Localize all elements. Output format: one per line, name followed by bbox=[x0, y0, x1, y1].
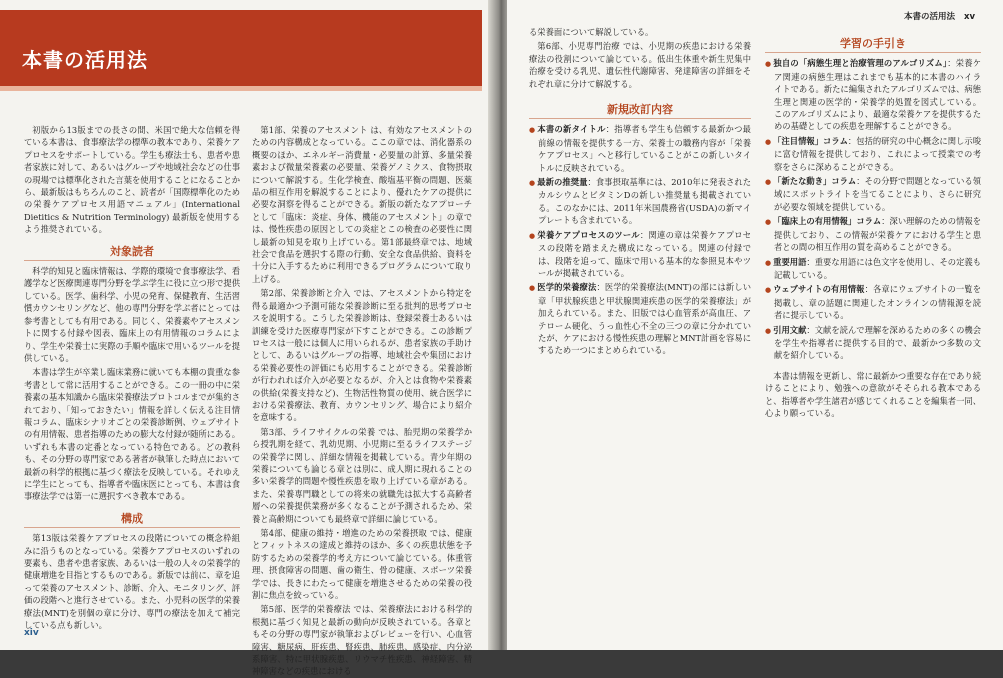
part2-paragraph: 第2部、栄養診断と介入 では、アセスメントから特定を得る最適かつ予測可能な栄養診断に至る批判的思考プロセスを説明する。こうした栄養診断は、登録栄養士あるいは訓練を受けた医療専門家が下すことができる。この診断プロセスは一般には個人に用いられるが、患者家族の手助けとして、あるいはグループの指導、地域社会や集団における栄養必要性の評価にも応用することができる。栄養診断が行われれば介入が必要となるが、介入とは食物や栄養素の供給(栄養支持など)、生物活性物質の使用、統合医学における栄養療法、教育、カウンセリング、場合により紹介を意味する。 bbox=[252, 288, 472, 423]
guide-item: ● 「臨床上の有用情報」コラム：深い理解のための情報を提供しており、この情報が栄養ケアにおける学生と患者との間の相互作用の質を高めることができる。 bbox=[765, 215, 981, 253]
running-title: 本書の活用法 bbox=[903, 12, 955, 22]
new-item: ● 本書の新タイトル：指導者も学生も信頼する最新かつ最前線の情報を提供する一方、栄養士の職務内容が「栄養ケアプロセス」へと移行していることがこの新しいタイトルに反映されている。 bbox=[529, 123, 751, 174]
study-guide-heading: 学習の手引き bbox=[765, 38, 981, 53]
right-column-2 bbox=[765, 26, 981, 626]
left-column-2 bbox=[252, 124, 472, 677]
right-page bbox=[507, 0, 1003, 650]
part3-paragraph: 第3部、ライフサイクルの栄養 では、胎児期の栄養学から授乳期を経て、乳幼児期、小児期に至るライフステージの栄養学に関し、詳細な情報を掲載している。青少年期の栄養についても論じる章とは別に、成人期に現れることの多い栄養学的問題や慢性疾患を取り上げている章がある。また、栄養専門職としての将来の就職先は拡大する高齢者層への栄養提供業務が多くなることが予測されるため、栄養と高齢期についても最終章で詳細に論じている。 bbox=[252, 426, 472, 524]
guide-item: ● 引用文献：文献を読んで理解を深めるための多くの機会を学生や指導者に提供する目的で、最新かつ多数の文献を紹介している。 bbox=[765, 324, 981, 362]
guide-item: ● 重要用語：重要な用語には色文字を使用し、その定義も記載している。 bbox=[765, 256, 981, 282]
part5-paragraph: 第5部、医学的栄養療法 では、栄養療法における科学的根拠に基づく知見と最新の動向が反映されている。各章ともその分野の専門家が執筆およびレビューを行い、心血管障害、糖尿病、肝疾患、腎疾患、肺疾患、感染症、内分泌系障害、特に甲状腺疾患、リウマチ性疾患、神経障害、精神障害などの疾患における bbox=[252, 604, 472, 677]
part6-paragraph: 第6部、小児専門治療 では、小児期の疾患における栄養療法の役割について論じている。低出生体重や新生児集中治療を受ける乳児、遺伝性代謝障害、発達障害の詳細をそれぞれ章に分けて解説する。 bbox=[529, 41, 751, 89]
readers-heading: 対象読者 bbox=[24, 246, 240, 261]
guide-item: ● 「注目情報」コラム：包括的研究の中心概念に関し示唆に富む情報を提供しており、これによって授業での考察をさらに深めることができる。 bbox=[765, 135, 981, 173]
guide-item: ● ウェブサイトの有用情報：各章にウェブサイトの一覧を掲載し、章の話題に関連したオンラインの情報源を読者に提示している。 bbox=[765, 283, 981, 321]
intro-paragraph: 初版から13版までの長さの間、米国で絶大な信頼を得ている本書は、食事療法学の標準の教本であり、栄養ケアプロセスをサポートしている。学生も療法士も、患者や患者家族に対して、あるいはグループや地域社会などの仕事の現場では標準化された言葉を使用することになることから、最新版はもちろんのこと、読者が「国際標準化のための栄養ケアプロセス用語マニュアル」(International Dietitics & Nutrition Terminology) 最新版を使用するよう推奨されている。 bbox=[24, 125, 240, 235]
structure-paragraph: 第13版は栄養ケアプロセスの段階についての概念枠組みに沿うものとなっている。栄養ケアプロセスのいずれの要素も、患者や患者家族、あるいは一般の人々の栄養学的健康増進を目指とするものである。新版では前に、章を追って栄養のアセスメント、診断、介入、モニタリング、評価の段階へと進行させている。また、小児科の医学的栄養療法(MNT)を別個の章に分け、専門の療法を加えて補完している点も新しい。 bbox=[24, 533, 240, 631]
new-item: ● 栄養ケアプロセスのツール：関連の章は栄養ケアプロセスの段階を踏まえた構成になっている。関連の付録では、段階を追って、臨床で用いる基本的な参照見本やツールが掲載されている。 bbox=[529, 229, 751, 280]
guide-item: ● 「新たな動き」コラム：その分野で問題となっている領域にスポットライトを当てることにより、さらに研究が必要な領域を提供している。 bbox=[765, 175, 981, 213]
right-column-1 bbox=[529, 26, 751, 626]
left-column-1 bbox=[24, 124, 240, 633]
new-item: ● 最新の推奨量：食事摂取基準には、2010年に発表されたカルシウムとビタミンDの新しい推奨量も掲載されている。このなかには、2011年米国農務省(USDA)の新マイプレートも含まれている。 bbox=[529, 176, 751, 227]
structure-heading: 構成 bbox=[24, 513, 240, 528]
page-title: 本書の活用法 bbox=[22, 48, 148, 72]
continued-paragraph: る栄養面について解説している。 bbox=[529, 27, 654, 37]
right-page-number: xv bbox=[963, 12, 975, 22]
part1-paragraph: 第1部、栄養のアセスメント は、有効なアセスメントのための内容構成となっている。ここの章では、消化器系の概要のほか、エネルギー消費量・必要量の計算、多量栄養素および微量栄養素の必要量、栄養ゲノミクス、食物摂取について解説する。生化学検査、酸塩基平衡の問題、医薬品の相互作用を解説することにより、優れたケアの提供に必要な洞察を得ることができる。新版の新たなアプローチとして「臨床：炎症、身体、機能のアセスメント」の章では、慢性疾患の原因としての炎症とこの検査の必要性に関し最新の知見を取り上げている。第1部最終章では、地域社会で食品を選択する際の行動、安全な食品供給、資料を十分に入手するために利用できるプログラムについて取り上げる。 bbox=[252, 125, 472, 284]
left-page-number: xiv bbox=[24, 628, 39, 638]
title-banner bbox=[0, 10, 482, 91]
running-header bbox=[898, 10, 975, 22]
closing-paragraph: 本書は情報を更新し、常に最新かつ重要な存在であり続けることにより、勉強への意欲がそそられる教本であると、指導者や学生諸君が感じてくれることを編集者一同、心より願っている。 bbox=[765, 370, 981, 418]
readers-paragraph-1: 科学的知見と臨床情報は、学際的環境で食事療法学、看護学など医療関連専門分野を学ぶ学生に役に立つ形で提供している。医学、歯科学、小児の発育、保健教育、生活習慣カウンセリングなど、他の専門分野を学ぶ者にとっては参考書としても有用である。同じく、栄養素やアセスメントに関する付録や図表、臨床上の有用情報のコラムにより、学生や栄養士に実際の手順や臨床で用いるツールを提供している。 bbox=[24, 266, 240, 363]
readers-paragraph-2: 本書は学生が卒業し臨床業務に就いても本棚の貴重な参考書として常に活用することができる。この一冊の中に栄養素の基本知識から臨床栄養療法プロトコルまでが集約されており、「知っておきたい」情報を詳しく伝える注目情報コラム、臨床シナリオごとの栄養診断例、ウェブサイトの有用情報、患者指導のための膨大な付録が随所にある。いずれも本書の定番となっている特色である。どの教科も、その分野の専門家である著者が執筆した時点において最新の科学的根拠に基づく療法を反映している。それゆえに学生にとっても、指導者や臨床医にとっても、本書は食事療法学では第一に選択すべき教本である。 bbox=[24, 367, 240, 502]
new-content-heading: 新規改訂内容 bbox=[529, 104, 751, 119]
left-page bbox=[0, 0, 493, 677]
new-item: ● 医学的栄養療法：医学的栄養療法(MNT)の部には新しい章「甲状腺疾患と甲状腺関連疾患の医学的栄養療法」が加えられている。また、旧版では心血管系が高血圧、アテローム硬化、うっ血性心不全の三つの章に分かれていたが、ケアにおける慢性疾患の理解とMNT計画を容易にするため一つにまとめられている。 bbox=[529, 281, 751, 356]
part4-paragraph: 第4部、健康の維持・増進のための栄養摂取 では、健康とフィットネスの達成と維持のほか、多くの疾患状態を予防するための栄養学的考え方について論じている。体重管理、摂食障害の問題、歯の衛生、骨の健康、スポーツ栄養学では、長きにわたって健康を増進させるための栄養の役割に焦点を絞っている。 bbox=[252, 528, 472, 601]
guide-item: ● 独自の「病態生理と治療管理のアルゴリズム」：栄養ケア関連の病態生理はこれまでも基本的に本書のハイライトである。新たに編集されたアルゴリズムでは、病態生理と関連の医学的・栄養学的処置を図式している。このアルゴリズムにより、最適な栄養ケアを提供するための基礎としての疾患を理解することができる。 bbox=[765, 57, 981, 132]
